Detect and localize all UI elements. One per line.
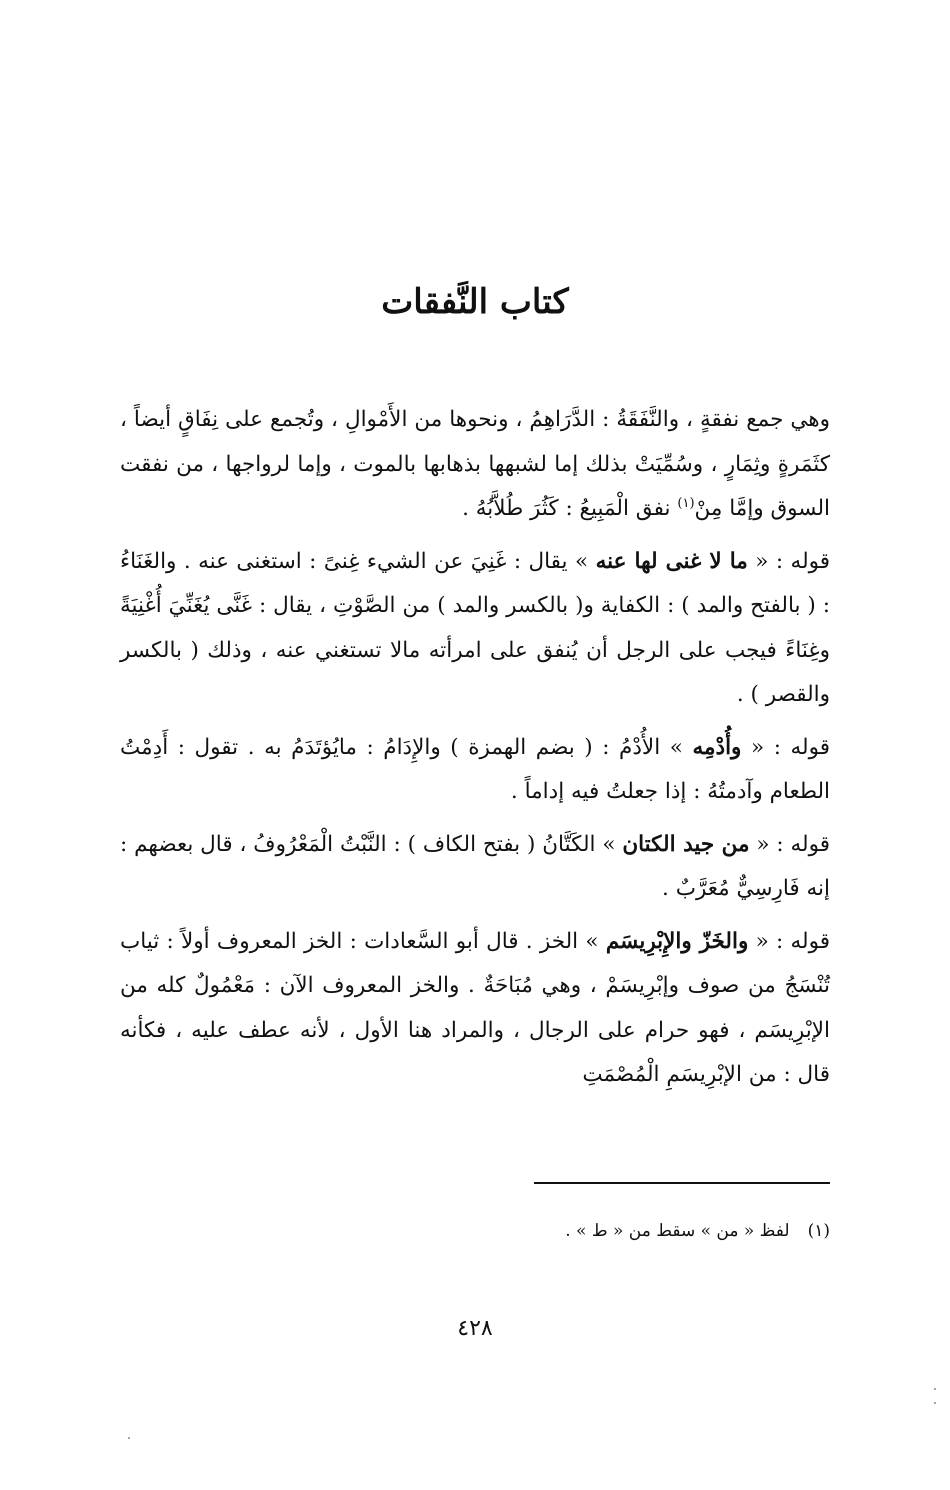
paragraph-4-text: » الكَتَّانُ ( بفتح الكاف ) : النَّبْتُ الْمَعْرُوفُ ، قال بعضهم : إنه فَارِسِيٌّ مُعَرَّبٌ . (120, 831, 830, 901)
paragraph-5-quoted-term: والخَزّ والإِبْرِيسَم (605, 928, 749, 954)
footnote-reference-1: (١) (677, 495, 695, 511)
paragraph-2 (120, 540, 830, 718)
paragraph-3-text: » الأُدْمُ : ( بضم الهمزة ) والإِدَامُ : مايُؤتَدَمُ به . تقول : أَدِمْتُ الطعام وآدمتُهُ : إذا جعلتُ فيه إداماً . (120, 734, 830, 804)
paragraph-3-lead: قوله : « (741, 734, 830, 760)
paragraph-5-text: » الخز . قال أبو السَّعادات : الخز المعروف أولاً : ثياب تُنْسَجُ من صوف وإبْرِيسَمْ ، وهي مُبَاحَةٌ . والخز المعروف الآن : مَعْمُولٌ كله من الإبْرِيسَم ، فهو حرام على الرجال ، والمراد هنا الأول ، لأنه عطف عليه ، فكأنه قال : من الإبْرِيسَمِ الْمُصْمَتِ (120, 928, 830, 1087)
page-number: ٤٢٨ (457, 1316, 493, 1341)
paragraph-5-lead: قوله : « (748, 928, 830, 954)
footnote-separator (534, 1182, 830, 1184)
footnote (120, 1216, 830, 1246)
paragraph-4-lead: قوله : « (749, 831, 830, 857)
footnote-text: لفظ « من » سقط من « ط » . (565, 1221, 790, 1241)
paragraph-3-quoted-term: وأُدْمِه (692, 734, 742, 760)
paragraph-2-quoted-term: ما لا غنى لها عنه (595, 548, 748, 574)
chapter-title: كتاب النَّفقات (381, 282, 569, 322)
speck-mark (934, 1388, 936, 1390)
speck-mark (934, 1402, 936, 1404)
speck-mark (128, 1437, 130, 1439)
paragraph-2-text: » يقال : غَنِيَ عن الشيء غِنىً : استغنى عنه . والغَنَاءُ : ( بالفتح والمد ) : الكفاية و( بالكسر والمد ) من الصَّوْتِ ، يقال : غَنَّى يُغَنِّيَ أُغْنِيَةً وغِنَاءً فيجب على الرجل أن يُنفق على امرأته مالا تستغني عنه ، وذلك ( بالكسر والقصر ) . (120, 548, 830, 707)
paragraph-3 (120, 726, 830, 815)
paragraph-4-quoted-term: من جيد الكتان (622, 831, 750, 857)
main-text (120, 398, 830, 1098)
paragraph-2-lead: قوله : « (747, 548, 831, 574)
paragraph-5 (120, 920, 830, 1098)
paragraph-1-text-b: نفق الْمَبِيعُ : كَثُرَ طُلاَّبُهُ . (462, 496, 678, 521)
paragraph-4 (120, 823, 830, 912)
paragraph-1-text-a: وهي جمع نفقةٍ ، والنَّفَقَةُ : الدَّرَاهِمُ ، ونحوها من الأَمْوالِ ، وتُجمع على نِفَاقٍ أيضاً ، كثَمَرةٍ وثِمَارٍ ، وسُمِّيَتْ بذلك إما لشبهها بذهابها بالموت ، وإما لرواجها ، من نفقت السوق وإمَّا مِنْ (120, 407, 830, 521)
footnote-number: (١) (807, 1221, 830, 1241)
paragraph-1 (120, 398, 830, 532)
